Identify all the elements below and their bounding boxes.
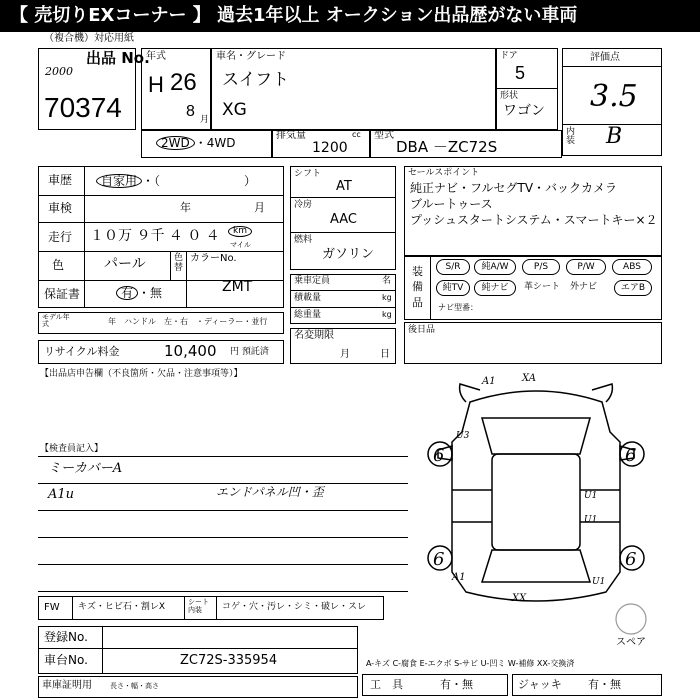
lot-prefix: 2000 <box>45 65 73 78</box>
chassis-label: 車台No. <box>44 653 88 667</box>
transfer-day-unit: 日 <box>380 349 390 360</box>
garage-cert-label: 車庫証明用 <box>42 680 92 691</box>
drive-2wd: 2WD <box>156 136 195 150</box>
tools-value: 有・無 <box>440 678 473 691</box>
load-label: 積載量 <box>294 293 322 303</box>
weight-unit: kg <box>382 310 392 319</box>
color-no-label: カラーNo. <box>190 253 237 264</box>
defect-sheet-label: シート内装 <box>188 598 209 614</box>
later-box <box>404 322 662 364</box>
weight-label: 総重量 <box>294 310 322 320</box>
tools-label: 工 具 <box>370 678 403 691</box>
sales-points-box <box>404 166 662 256</box>
body-label: 形状 <box>500 91 519 101</box>
garage-cert-sub: 長さ・幅・高さ <box>110 682 159 690</box>
warranty-value <box>116 286 162 300</box>
color-label: 色 <box>52 258 65 272</box>
mark-u1-right-front: U1 <box>584 491 598 501</box>
shift-value: AT <box>336 179 352 194</box>
equip-sunroof: S/R <box>436 259 470 275</box>
equip-power-steering: P/S <box>522 259 560 275</box>
displacement-label: 排気量 <box>276 130 306 141</box>
capacity-label: 乗車定員 <box>294 276 331 286</box>
km-unit <box>228 226 252 237</box>
shift-label: シフト <box>294 169 322 179</box>
inspection-year-unit: 年 <box>180 201 191 214</box>
model-label: 型式 <box>374 130 394 141</box>
history-circled: 自家用 <box>96 174 142 188</box>
transfer-month-unit: 月 <box>340 349 350 360</box>
fuel-label: 燃料 <box>294 235 313 245</box>
equip-leather: 革シート <box>524 282 561 292</box>
month-unit: 月 <box>200 115 210 125</box>
grade-score: 3.5 <box>590 79 638 114</box>
interior-label: 内装 <box>566 127 576 146</box>
inspector-line-2-left: A1u <box>48 487 75 502</box>
equip-navi: 純ナビ <box>474 280 516 296</box>
equip-tv: 純TV <box>436 280 470 296</box>
capacity-unit: 名 <box>382 276 392 286</box>
history-rest: ・（ ） <box>142 174 257 188</box>
model-value: DBA －ZC72S <box>396 138 498 156</box>
sheet-note: （複合機）対応用紙 <box>44 33 134 44</box>
car-grade: XG <box>222 100 247 120</box>
color-change-label: 色替 <box>174 253 184 273</box>
km-circled: km <box>228 226 252 237</box>
mark-u1-right-rear: U1 <box>584 515 598 525</box>
ac-value: AAC <box>330 212 357 227</box>
body-value: ワゴン <box>503 103 545 119</box>
name-label: 車名・グレード <box>216 51 286 62</box>
equip-airbag: エアB <box>614 280 652 296</box>
equip-abs: ABS <box>612 259 652 275</box>
inspection-label: 車検 <box>48 201 73 215</box>
tire-front-left: 6 <box>433 445 445 466</box>
doors-value: 5 <box>515 63 526 83</box>
equip-alloy-wheels: 純A/W <box>474 259 516 275</box>
sales-point-2: ブルートゥース <box>410 197 493 211</box>
drive-value <box>156 136 236 150</box>
color-no-value: ZMT <box>222 279 253 295</box>
recycle-label: リサイクル料金 <box>44 345 120 358</box>
tire-rear-left: 6 <box>433 549 445 570</box>
year-label: 年式 <box>146 51 166 62</box>
lot-number: 70374 <box>44 92 122 123</box>
inspector-line-2-right: エンドパネル凹・歪 <box>216 485 324 499</box>
tire-rear-right: 6 <box>625 549 637 570</box>
registration-label: 登録No. <box>44 630 88 644</box>
mileage-value: １０万 ９千 ４ ０ ４ <box>90 228 220 244</box>
interior-grade: B <box>606 124 623 149</box>
mark-front-bumper-a1: A1 <box>482 376 496 387</box>
grade-label: 評価点 <box>590 52 620 63</box>
mile-unit: マイル <box>230 241 251 249</box>
sales-point-3: プッシュスタートシステム・スマートキー×２ <box>410 213 658 227</box>
mark-u3: U3 <box>456 431 470 441</box>
car-name: スイフト <box>222 70 290 90</box>
page-header: 【 売切りEXコーナー 】 過去1年以上 オークション出品歴がない車両 <box>0 0 700 32</box>
mileage-label: 走行 <box>48 230 73 244</box>
ac-label: 冷房 <box>294 200 313 210</box>
lot-label: 出品 No. <box>86 49 150 67</box>
load-unit: kg <box>382 293 392 302</box>
jack-value: 有・無 <box>588 678 621 691</box>
warranty-no: ・無 <box>138 286 163 300</box>
equip-ext-navi: 外ナビ <box>570 282 598 292</box>
chassis-value: ZC72S-335954 <box>180 653 278 668</box>
history-value <box>96 174 256 188</box>
defect-fw-label: FW <box>44 602 60 613</box>
tire-front-right: 6 <box>625 445 637 466</box>
defect-sheet-text: コゲ・穴・汚レ・シミ・破レ・スレ <box>222 602 367 612</box>
defect-fw-text: キズ・ヒビ石・割レX <box>78 602 165 612</box>
model-year-label: モデル年式 <box>42 313 70 328</box>
mark-u1-rear-right: U1 <box>592 577 606 587</box>
mark-a1-rear-left: A1 <box>452 572 466 583</box>
history-label: 車歴 <box>48 173 73 187</box>
displacement-value: 1200 <box>312 140 348 156</box>
year-era: H <box>148 72 164 97</box>
cc-unit: cc <box>352 130 361 139</box>
notes-label: 【出品店申告欄（不良箇所・欠品・注意事項等）】 <box>40 369 243 379</box>
nav-model-label: ナビ型番： <box>438 303 478 312</box>
doors-label: ドア <box>500 51 518 61</box>
month-value: 8 <box>186 103 195 120</box>
mark-front-bumper-xa: XA <box>522 373 536 384</box>
equip-power-windows: P/W <box>566 259 606 275</box>
jack-label: ジャッキ <box>518 678 562 691</box>
inspection-month-unit: 月 <box>254 201 265 214</box>
car-diagram <box>410 372 662 612</box>
sales-points-label: セールスポイント <box>408 168 480 178</box>
equipment-label: 装備品 <box>412 265 423 309</box>
warranty-label: 保証書 <box>44 287 81 301</box>
recycle-unit: 円 預託済 <box>230 347 269 357</box>
spare-label: スペア <box>616 637 646 648</box>
transfer-label: 名変期限 <box>294 330 334 341</box>
drive-4wd: ・4WD <box>194 136 236 150</box>
spare-tire-icon <box>614 602 648 636</box>
sales-point-1: 純正ナビ・フルセグTV・バックカメラ <box>410 181 618 195</box>
defect-legend: A-キズ C-腐食 E-エクボ S-サビ U-凹ミ W-補修 XX-交換済 <box>366 659 575 668</box>
color-value: パール <box>104 256 146 272</box>
inspector-label: 【検査員記入】 <box>40 444 104 454</box>
fuel-value: ガソリン <box>322 247 375 262</box>
year-value: 26 <box>170 69 197 96</box>
recycle-value: 10,400 <box>164 342 217 360</box>
model-year-rest: 年 ハンドル 左・右 ・ディーラー・並行 <box>108 317 268 326</box>
mark-rear-xx: XX <box>512 593 527 604</box>
later-label: 後日品 <box>408 325 436 335</box>
inspector-line-1: ミーカバーA <box>48 461 123 476</box>
warranty-yes: 有 <box>116 286 138 300</box>
